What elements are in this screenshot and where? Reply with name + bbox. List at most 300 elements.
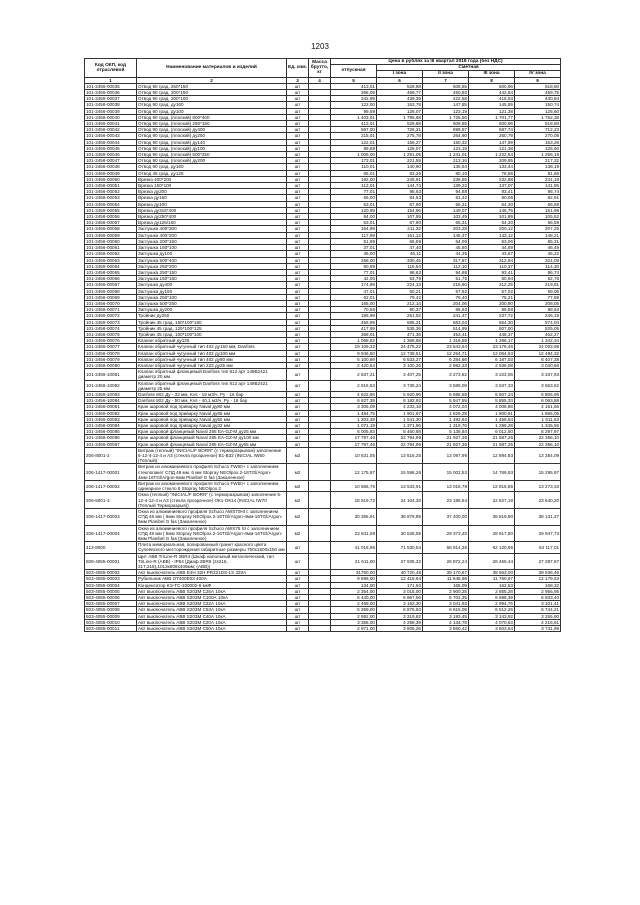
header-zone-4: IV зона xyxy=(515,71,561,77)
item-unit: шт xyxy=(287,588,309,594)
col-index: 2 xyxy=(137,77,287,83)
item-name: Кран шаровой под приварку Naval ду50 мм xyxy=(137,416,287,422)
price-zone-3: 38 563,00 xyxy=(469,570,515,576)
price-zone-1: 24 104,30 xyxy=(377,492,423,509)
table-row xyxy=(85,553,561,570)
price-zone-1: 128,07 xyxy=(377,145,423,151)
price-zone-4: 3 101,41 xyxy=(515,601,561,607)
price-zone-4: 66,59 xyxy=(515,201,561,207)
price-zone-3: 1 296,17 xyxy=(469,338,515,344)
price-release: 258,00 xyxy=(331,257,377,263)
item-code: 101-2456-00053 xyxy=(85,195,137,201)
price-release: 413,01 xyxy=(331,121,377,127)
price-zone-2: 64,06 xyxy=(423,238,469,244)
price-zone-2: 698,57 xyxy=(423,127,469,133)
price-release: 77,01 xyxy=(331,189,377,195)
price-zone-4: 27 397,67 xyxy=(515,553,561,570)
item-code: 101-2456-00039 xyxy=(85,108,137,114)
item-name: Заглушка 500*400 xyxy=(137,257,287,263)
item-name: Витраж из алюминиевого профиля Schuco FW50+ с заполнением одинарное стекло 8 Stopray NEOlpox.2 xyxy=(137,481,287,492)
price-zone-4: 23 640,20 xyxy=(515,492,561,509)
price-zone-3: 200,90 xyxy=(469,300,515,306)
price-zone-4: 39 936,46 xyxy=(515,570,561,576)
price-zone-2: 149,07 xyxy=(423,207,469,213)
price-zone-3: 80,06 xyxy=(469,195,515,201)
price-zone-3: 146,75 xyxy=(469,207,515,213)
item-code: 101-2456-00082 xyxy=(85,410,137,416)
price-zone-2: 5 947,59 xyxy=(423,398,469,404)
price-zone-3: 62 120,86 xyxy=(469,542,515,553)
item-unit: шт xyxy=(287,294,309,300)
price-zone-3: 200,12 xyxy=(469,226,515,232)
price-zone-3: 36 819,90 xyxy=(469,509,515,526)
price-zone-1: 84,53 xyxy=(377,195,423,201)
price-zone-4: 52,76 xyxy=(515,276,561,282)
item-name: Врезка ду100 xyxy=(137,201,287,207)
item-name: Авт выключатель ABB Е4Н 32Н PR221DS-LS 320А xyxy=(137,570,287,576)
item-unit: шт xyxy=(287,362,309,368)
price-zone-3: 21 587,25 xyxy=(469,435,515,441)
price-release: 3 305,09 xyxy=(331,404,377,410)
price-zone-2: 13 097,99 xyxy=(423,447,469,464)
price-zone-4: 15 295,97 xyxy=(515,464,561,481)
item-name: Клапан обратный чугунный тип 402 ду80 мм xyxy=(137,356,287,362)
item-code: 503-4055-00007 xyxy=(85,601,137,607)
price-zone-2: 3 273,62 xyxy=(423,369,469,380)
price-zone-3: 554,30 xyxy=(469,319,515,325)
price-zone-1: 30 535,55 xyxy=(377,525,423,542)
price-zone-2: 29 373,40 xyxy=(423,525,469,542)
price-zone-3: 3 143,92 xyxy=(469,613,515,619)
price-zone-4: 712,23 xyxy=(515,127,561,133)
price-release: 417,99 xyxy=(331,325,377,331)
price-zone-1: 3 319,82 xyxy=(377,613,423,619)
item-name: Витраж из алюминиевого профиля Schuco FW50+ с заполнением стеклопакет СПД 48 мм. 6 мм Stopray NEOlpox.2-16TGl/Argon-4мм-16TGl/Argon-6мм Planibel G fas (Закаленное) xyxy=(137,464,287,481)
price-zone-4: 59,05 xyxy=(515,288,561,294)
item-name: Авт выключатель ABB S203M C50А 10кА xyxy=(137,626,287,632)
table-row xyxy=(85,481,561,492)
item-name: Отвод 90 град. (плоский) ду200 xyxy=(137,158,287,164)
price-release: 21 611,00 xyxy=(331,553,377,570)
header-estimate: Сметная xyxy=(377,65,561,71)
price-zone-4: 4 215,61 xyxy=(515,619,561,625)
item-unit: шт xyxy=(287,582,309,588)
item-code: 101-2456-00080 xyxy=(85,362,137,368)
price-zone-2: 45,60 xyxy=(423,245,469,251)
price-release: 2 469,00 xyxy=(331,601,377,607)
item-code: 503-4055-00003 xyxy=(85,576,137,582)
item-name: Клапан обратный чугунный тип 223 ду25 мм xyxy=(137,362,287,368)
item-code: 101-2456-00066 xyxy=(85,276,137,282)
price-zone-4: 6 833,40 xyxy=(515,595,561,601)
item-code: 101-2456-00077 xyxy=(85,344,137,350)
price-zone-2: 3 589,08 xyxy=(423,380,469,391)
item-code: 412-8000 xyxy=(85,542,137,553)
price-zone-3: 93,41 xyxy=(469,189,515,195)
price-zone-1: 12 418,64 xyxy=(377,576,423,582)
table-row xyxy=(85,509,561,526)
item-code: 101-2456-00045 xyxy=(85,145,137,151)
table-row xyxy=(85,626,561,632)
price-zone-1: 224,13 xyxy=(377,282,423,288)
item-name: Щит ABB TriLine-R 2BR4 (Шкаф напольный металлический, тип TriLine-R (ABB) - IP54 (Диаф 2BR8 (zs216, 217,218),1013x808x405мм; (ABB)) xyxy=(137,553,287,570)
item-code: 101-2456-00058 xyxy=(85,226,137,232)
price-release: 165,00 xyxy=(331,300,377,306)
price-zone-2: 4 072,04 xyxy=(423,404,469,410)
price-zone-1: 144,74 xyxy=(377,183,423,189)
price-zone-1: 116,54 xyxy=(377,263,423,269)
price-zone-2: 44,35 xyxy=(423,251,469,257)
col-index: 3 xyxy=(287,77,309,83)
item-unit: шт xyxy=(287,595,309,601)
item-code: 101-2456-00068 xyxy=(85,288,137,294)
price-zone-2: 81,32 xyxy=(423,195,469,201)
price-release: 122,01 xyxy=(331,139,377,145)
price-zone-4: 2 956,95 xyxy=(515,588,561,594)
price-zone-3: 1 222,64 xyxy=(469,152,515,158)
price-zone-4: 65,31 xyxy=(515,238,561,244)
item-mass xyxy=(309,369,331,380)
item-code: 101-2456-00057 xyxy=(85,220,137,226)
price-zone-3: 237,72 xyxy=(469,313,515,319)
item-name: Врезка ду200 xyxy=(137,189,287,195)
price-zone-3: 43,67 xyxy=(469,251,515,257)
item-name: Тройник 45 град. 160*100*160 xyxy=(137,319,287,325)
price-zone-4: 82,91 xyxy=(515,195,561,201)
item-unit: шт xyxy=(287,269,309,275)
price-release: 1 203,39 xyxy=(331,416,377,422)
item-name: Заглушка 250*100 xyxy=(137,294,287,300)
table-row xyxy=(85,525,561,542)
price-release: 18 819,72 xyxy=(331,492,377,509)
price-zone-1: 22 794,99 xyxy=(377,435,423,441)
item-mass xyxy=(309,492,331,509)
item-unit: шт xyxy=(287,391,309,397)
price-zone-4: 46,49 xyxy=(515,245,561,251)
price-zone-1: 245,91 xyxy=(377,176,423,182)
item-name: Окна из алюминиевого профиля Schuco AWS75 SI с заполнением СПД 48 мм ( 6мм Stopray NEOlpox.2-16TGl/Argon-4мм-16TGl/Argon-6мм Planibel G fas (Закаленное) xyxy=(137,525,287,542)
price-release: 1 071,19 xyxy=(331,422,377,428)
price-zone-3: 1 701,77 xyxy=(469,114,515,120)
price-zone-2: 236,55 xyxy=(423,176,469,182)
price-zone-4: 45,22 xyxy=(515,251,561,257)
price-zone-4: 64 117,01 xyxy=(515,542,561,553)
price-zone-4: 3 337,93 xyxy=(515,369,561,380)
price-zone-4: 270,08 xyxy=(515,133,561,139)
price-release: 134,00 xyxy=(331,582,377,588)
page-number: 1203 xyxy=(311,42,329,51)
price-zone-4: 1 762,38 xyxy=(515,114,561,120)
price-zone-1: 3 100,26 xyxy=(377,362,423,368)
price-release: 120,99 xyxy=(331,207,377,213)
item-name: Отвод 90 град. (плоский) 500*250 xyxy=(137,152,287,158)
price-zone-2: 135,54 xyxy=(423,164,469,170)
price-zone-1: 3 407,25 xyxy=(377,369,423,380)
price-zone-1: 107,59 xyxy=(377,214,423,220)
price-release: 174,99 xyxy=(331,282,377,288)
table-body xyxy=(85,83,561,631)
item-name: Кран шаровой фланцевый Naval 285 EA-GZ-М ду65 мм xyxy=(137,441,287,447)
price-zone-4: 148,21 xyxy=(515,232,561,238)
item-unit: шт xyxy=(287,90,309,96)
price-release: 3 356,00 xyxy=(331,619,377,625)
price-zone-3: 110,37 xyxy=(469,263,515,269)
item-code: 101-2456-00062 xyxy=(85,251,137,257)
item-unit: шт xyxy=(287,404,309,410)
table-row xyxy=(85,542,561,553)
item-unit: шт xyxy=(287,441,309,447)
item-unit: шт xyxy=(287,626,309,632)
item-unit: шт xyxy=(287,435,309,441)
table-row xyxy=(85,447,561,464)
item-mass xyxy=(309,464,331,481)
price-zone-3: 416,63 xyxy=(469,96,515,102)
price-zone-2: 51,75 xyxy=(423,276,469,282)
price-zone-3: 6 187,03 xyxy=(469,356,515,362)
item-unit: шт xyxy=(287,139,309,145)
item-code: 101-2456-00071 xyxy=(85,307,137,313)
price-zone-4: 141,95 xyxy=(515,183,561,189)
item-name: Тройник 45 град. 100*100*100 xyxy=(137,331,287,337)
item-unit: шт xyxy=(287,282,309,288)
price-zone-1: 151,12 xyxy=(377,232,423,238)
item-code: 101-2456-00081 xyxy=(85,404,137,410)
item-unit: шт xyxy=(287,238,309,244)
price-zone-3: 12 064,63 xyxy=(469,350,515,356)
item-name: Авт выключатель ABB S203M C40А 10кА xyxy=(137,613,287,619)
price-zone-4: 525,05 xyxy=(515,325,561,331)
price-zone-2: 76,40 xyxy=(423,294,469,300)
item-name: Отвод 90 град. 200*100 xyxy=(137,96,287,102)
item-unit: шт xyxy=(287,410,309,416)
item-unit: шт xyxy=(287,102,309,108)
price-zone-4: 1 865,05 xyxy=(515,410,561,416)
item-unit: шт xyxy=(287,251,309,257)
item-code: 503-4055-00002 xyxy=(85,570,137,576)
item-unit: шт xyxy=(287,83,309,89)
price-release: 36,00 xyxy=(331,251,377,257)
header-mass: Масса брутто, кг xyxy=(309,59,331,78)
item-unit: шт xyxy=(287,189,309,195)
price-release: 99,59 xyxy=(331,145,377,151)
price-zone-3: 137,07 xyxy=(469,183,515,189)
price-zone-2: 6 284,66 xyxy=(423,356,469,362)
price-zone-2: 150,32 xyxy=(423,139,469,145)
item-name: Окна (теплый) "INICIAL/F BORR" (с терморазрывом) заполнение 6-12-4-12-4 и A3 (стекла прозрачное) ОК1-ОК14 (INICIAL IW70 (Теплый Терморазрыв)) xyxy=(137,492,287,509)
header-name: Наименование материалов и изделий xyxy=(137,59,287,78)
price-release: 70,56 xyxy=(331,307,377,313)
item-name: Окна из алюминиевого профиля Schuco AWS70HI с заполнением СПД 48 мм ( 6мм Stopray NEOlpox.2-16TGl/Argon-4мм-16TGl/Argon-6мм Planibel G fas (Закаленное) xyxy=(137,509,287,526)
price-table xyxy=(84,58,561,632)
price-zone-1: 726,21 xyxy=(377,127,423,133)
price-zone-1: 156,27 xyxy=(377,139,423,145)
item-code: 101-2456-00044 xyxy=(85,139,137,145)
item-code: 101-2456-00086 xyxy=(85,435,137,441)
price-release: 19 109,32 xyxy=(331,344,377,350)
price-zone-4: 6 063,88 xyxy=(515,398,561,404)
price-zone-4: 81,66 xyxy=(515,170,561,176)
price-zone-1: 13 616,25 xyxy=(377,447,423,464)
price-zone-3: 212,25 xyxy=(469,282,515,288)
price-release: 37,01 xyxy=(331,245,377,251)
price-zone-1: 22 794,99 xyxy=(377,441,423,447)
price-zone-4: 1 345,56 xyxy=(515,422,561,428)
item-name: Отвод 90 град. (плоский) ду100 xyxy=(137,145,287,151)
item-name: Конденсатор КЭ-ТС-100002-6 мкФ xyxy=(137,582,287,588)
price-zone-2: 65,31 xyxy=(423,220,469,226)
price-zone-2: 514,99 xyxy=(423,325,469,331)
item-mass xyxy=(309,380,331,391)
header-unit: Ед. изм. xyxy=(287,59,309,78)
item-code: 101-2456-00054 xyxy=(85,201,137,207)
price-zone-1: 140,90 xyxy=(377,164,423,170)
item-code: 101-2456-00072 xyxy=(85,313,137,319)
price-zone-4: 3 663,62 xyxy=(515,380,561,391)
item-unit: м2 xyxy=(287,464,309,481)
item-name: Заглушка 250*200 xyxy=(137,263,287,269)
item-code: 101-2456-00037 xyxy=(85,96,137,102)
price-zone-2: 94,88 xyxy=(423,189,469,195)
item-code: 503-4055-00006 xyxy=(85,595,137,601)
price-zone-3: 232,88 xyxy=(469,176,515,182)
col-index: 1 xyxy=(85,77,137,83)
price-zone-2: 317,87 xyxy=(423,257,469,263)
item-mass xyxy=(309,542,331,553)
price-zone-1: 211,32 xyxy=(377,226,423,232)
price-zone-2: 1 829,28 xyxy=(423,410,469,416)
item-name: Отвод 90 град. 250*150 xyxy=(137,83,287,89)
price-zone-2: 1 482,64 xyxy=(423,416,469,422)
price-release: 567,00 xyxy=(331,127,377,133)
price-zone-4: 125,60 xyxy=(515,145,561,151)
price-zone-2: 1 319,76 xyxy=(423,422,469,428)
item-name: Отвод 45 град. ду125 xyxy=(137,170,287,176)
price-zone-2: 112,10 xyxy=(423,263,469,269)
price-zone-2: 6 702,35 xyxy=(423,595,469,601)
item-code: 101-2456-00079 xyxy=(85,356,137,362)
price-zone-2: 139,23 xyxy=(423,183,469,189)
item-code: 206-1417-00004 xyxy=(85,525,137,542)
price-zone-2: 3 193,45 xyxy=(423,613,469,619)
price-release: 47,01 xyxy=(331,288,377,294)
item-code: 503-4055-00009 xyxy=(85,613,137,619)
price-release: 62,01 xyxy=(331,294,377,300)
price-zone-4: 518,80 xyxy=(515,83,561,89)
price-zone-3: 85,58 xyxy=(469,307,515,313)
item-code: 508-4055-00001 xyxy=(85,553,137,570)
item-unit: шт xyxy=(287,232,309,238)
item-code: 101-2456-00065 xyxy=(85,269,137,275)
price-zone-1: 1 371,96 xyxy=(377,422,423,428)
item-code: 101-2456-00075 xyxy=(85,331,137,337)
price-zone-1: 5 920,96 xyxy=(377,391,423,397)
price-zone-3: 12 894,83 xyxy=(469,447,515,464)
price-zone-3: 101,89 xyxy=(469,214,515,220)
item-unit: шт xyxy=(287,170,309,176)
price-zone-4: 246,19 xyxy=(515,313,561,319)
price-zone-3: 312,94 xyxy=(469,257,515,263)
price-release: 366,09 xyxy=(331,90,377,96)
price-zone-2: 6 615,08 xyxy=(423,607,469,613)
item-unit: шт xyxy=(287,542,309,553)
item-name: Врезка ду125/160 xyxy=(137,220,287,226)
item-name: Отвод 90 град. (плоский) ду250 xyxy=(137,133,287,139)
price-zone-4: 24 003,98 xyxy=(515,344,561,350)
item-unit: шт xyxy=(287,607,309,613)
price-zone-4: 22 356,10 xyxy=(515,435,561,441)
item-mass xyxy=(309,481,331,492)
item-unit: шт xyxy=(287,619,309,625)
item-code: 101-2456-00060 xyxy=(85,238,137,244)
price-zone-3: 64,30 xyxy=(469,201,515,207)
price-zone-2: 1 316,59 xyxy=(423,338,469,344)
price-zone-4: 574,04 xyxy=(515,319,561,325)
price-zone-3: 93,41 xyxy=(469,269,515,275)
col-index: 8 xyxy=(469,77,515,83)
item-unit: шт xyxy=(287,164,309,170)
price-release: 10 566,76 xyxy=(331,481,377,492)
item-name: Тройник ду250 xyxy=(137,313,287,319)
item-name: Плита мемориальная, полированный гранит красного цвета Сулеевского месторождения габаритные размеры 750х1600х150 мм xyxy=(138,542,285,553)
price-zone-2: 213,16 xyxy=(423,158,469,164)
item-code: 101-2456-00061 xyxy=(85,245,137,251)
item-name: Авт выключатель ABB S203M C100А 10кА xyxy=(137,595,287,601)
price-zone-1: 83,26 xyxy=(377,170,423,176)
item-code: 101-2456-00078 xyxy=(85,350,137,356)
price-zone-2: 3 041,93 xyxy=(423,601,469,607)
price-release: 10 631,05 xyxy=(331,447,377,464)
item-code: 101-2456-00049 xyxy=(85,170,137,176)
price-zone-1: 535,36 xyxy=(377,325,423,331)
price-zone-1: 3 735,24 xyxy=(377,380,423,391)
price-zone-2: 21 927,36 xyxy=(423,441,469,447)
item-unit: шт xyxy=(287,96,309,102)
price-zone-2: 204,06 xyxy=(423,300,469,306)
item-unit: шт xyxy=(287,398,309,404)
price-zone-2: 11 945,98 xyxy=(423,576,469,582)
item-mass xyxy=(309,525,331,542)
price-zone-3: 26 455,44 xyxy=(469,553,515,570)
item-code: 101-2456-00051 xyxy=(85,183,137,189)
item-code: 101-2456-00074 xyxy=(85,325,137,331)
price-zone-3: 6 598,39 xyxy=(469,595,515,601)
item-name: Danfoss 802 Ду - 32 мм, Kvs - 19 м3/ч, Ру - 16 бар xyxy=(137,391,287,397)
price-zone-3: 6 012,50 xyxy=(469,429,515,435)
price-zone-2: 21 927,36 xyxy=(423,435,469,441)
price-zone-3: 78,85 xyxy=(469,170,515,176)
price-zone-2: 508,65 xyxy=(423,83,469,89)
price-zone-2: 145,37 xyxy=(423,232,469,238)
price-zone-3: 143,12 xyxy=(469,232,515,238)
price-zone-1: 128,07 xyxy=(377,108,423,114)
price-zone-2: 147,85 xyxy=(423,102,469,108)
item-unit: шт xyxy=(287,108,309,114)
price-zone-1: 330,45 xyxy=(377,257,423,263)
price-zone-1: 4 233,18 xyxy=(377,404,423,410)
price-release: 456,99 xyxy=(331,319,377,325)
price-zone-1: 6 967,56 xyxy=(377,595,423,601)
price-zone-2: 86,93 xyxy=(423,307,469,313)
price-release: 31760,00 xyxy=(331,570,377,576)
item-name: Заглушка 150*100 xyxy=(137,245,287,251)
item-unit: шт xyxy=(287,429,309,435)
item-unit: шт xyxy=(287,201,309,207)
price-zone-4: 96,74 xyxy=(515,189,561,195)
price-release: 117,99 xyxy=(331,232,377,238)
price-zone-3: 14 769,93 xyxy=(469,464,515,481)
price-release: 53,01 xyxy=(331,220,377,226)
item-name: Заглушка ду100 xyxy=(137,251,287,257)
